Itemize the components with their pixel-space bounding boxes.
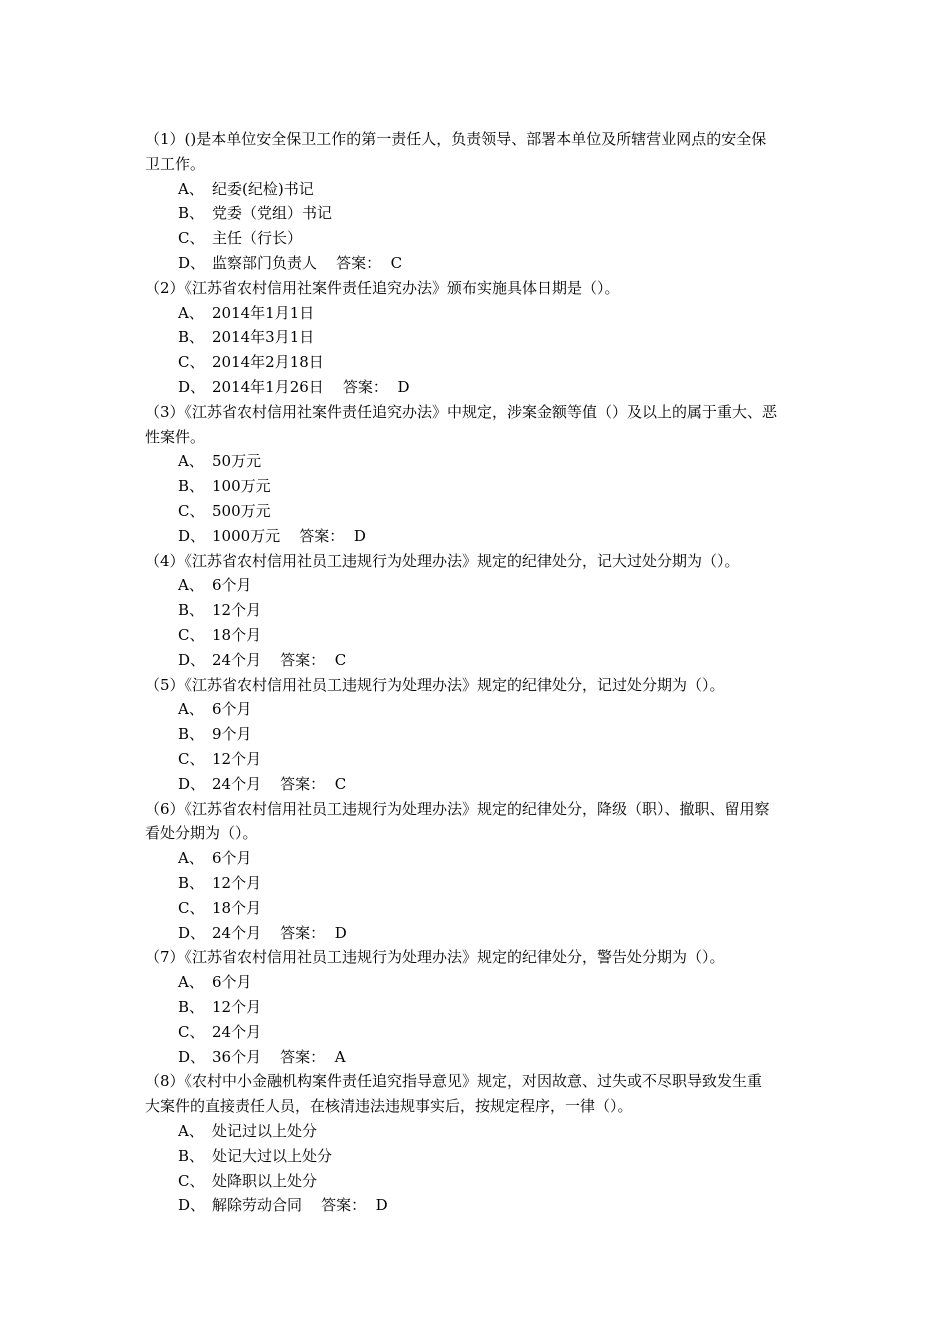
option-line: [0, 228, 950, 248]
question-stem-line: （1）()是本单位安全保卫工作的第一责任人，负责领导、部署本单位及所辖营业网点的安全保: [145, 130, 767, 148]
option-text: 2014年1月26日: [212, 378, 324, 396]
option-text: 9个月: [212, 725, 252, 744]
option-label: C、: [178, 750, 205, 768]
question-stem-line: 看处分期为（）。: [145, 824, 258, 843]
option-label: C、: [178, 353, 205, 372]
answer-label: 答案：: [336, 254, 382, 272]
option-label: C、: [178, 502, 205, 520]
option-text: 24个月: [212, 774, 262, 793]
answer-value: C: [334, 650, 347, 669]
option-line: [0, 625, 950, 645]
option-line: [0, 303, 950, 323]
option-line: [0, 575, 950, 595]
question-stem-line: 大案件的直接责任人员，在核清违法违规事实后，按规定程序，一律（）。: [145, 1097, 633, 1116]
option-line: [0, 1022, 950, 1042]
option-line: [0, 476, 950, 496]
answer-label: 答案：: [280, 1047, 326, 1066]
option-line: [0, 724, 950, 744]
question-stem-line: （3）《江苏省农村信用社案件责任追究办法》中规定，涉案金额等值（）及以上的属于重大、恶: [145, 402, 778, 421]
option-line: [0, 1171, 950, 1191]
option-line: [0, 327, 950, 347]
option-text: 主任（行长）: [212, 229, 303, 248]
option-text: 500万元: [212, 502, 271, 520]
option-label: D、: [178, 923, 206, 942]
option-text: 6个月: [212, 700, 252, 719]
option-text: 2014年3月1日: [212, 328, 315, 347]
question-stem-line: （7）《江苏省农村信用社员工违规行为处理办法》规定的纪律处分，警告处分期为（）。: [145, 948, 725, 967]
option-line: [0, 352, 950, 372]
option-label: C、: [178, 898, 205, 917]
answer-label: 答案：: [280, 923, 326, 942]
option-text: 12个月: [212, 750, 262, 768]
option-text: 24个月: [212, 923, 262, 942]
question-stem-line: （2）《江苏省农村信用社案件责任追究办法》颁布实施具体日期是（）。: [145, 278, 620, 297]
option-label: B、: [178, 874, 205, 892]
option-label: B、: [178, 725, 205, 744]
option-label: B、: [178, 601, 205, 620]
option-line: [0, 1047, 950, 1067]
option-text: 处记大过以上处分: [212, 1146, 333, 1165]
option-label: D、: [178, 650, 206, 669]
option-text: 36个月: [212, 1047, 262, 1066]
option-text: 12个月: [212, 601, 262, 620]
question-stem-line: 卫工作。: [145, 154, 206, 173]
option-text: 处记过以上处分: [212, 1122, 318, 1140]
option-line: [0, 1146, 950, 1166]
option-label: A、: [178, 1122, 204, 1140]
answer-value: D: [397, 378, 410, 396]
option-label: C、: [178, 1022, 205, 1041]
option-line: [0, 873, 950, 893]
option-label: D、: [178, 774, 206, 793]
option-label: D、: [178, 1047, 206, 1066]
option-text: 12个月: [212, 874, 262, 892]
option-line: [0, 997, 950, 1017]
answer-label: 答案：: [280, 650, 326, 669]
answer-label: 答案：: [342, 378, 388, 396]
option-text: 18个月: [212, 898, 262, 917]
answer-label: 答案：: [280, 774, 326, 793]
option-text: 解除劳动合同: [212, 1196, 303, 1215]
option-line: [0, 526, 950, 546]
option-label: C、: [178, 1171, 205, 1190]
option-text: 处降职以上处分: [212, 1171, 318, 1190]
option-text: 18个月: [212, 626, 262, 644]
option-label: A、: [178, 179, 204, 198]
answer-value: D: [375, 1196, 388, 1215]
option-text: 2014年2月18日: [212, 353, 324, 372]
answer-value: A: [334, 1047, 346, 1066]
option-line: [0, 1195, 950, 1215]
question-stem-line: （8）《农村中小金融机构案件责任追究指导意见》规定，对因故意、过失或不尽职导致发生重: [145, 1072, 763, 1091]
option-text: 监察部门负责人: [212, 254, 318, 272]
option-line: [0, 377, 950, 397]
option-label: A、: [178, 849, 204, 868]
option-line: [0, 179, 950, 199]
answer-value: D: [334, 923, 347, 942]
answer-label: 答案：: [299, 526, 345, 545]
option-label: B、: [178, 998, 205, 1016]
option-text: 1000万元: [212, 526, 281, 545]
option-line: [0, 253, 950, 273]
option-text: 50万元: [212, 452, 262, 471]
answer-value: D: [353, 526, 366, 545]
question-stem-line: （5）《江苏省农村信用社员工违规行为处理办法》规定的纪律处分，记过处分期为（）。: [145, 675, 725, 694]
option-line: [0, 972, 950, 992]
option-text: 党委（党组）书记: [212, 204, 333, 223]
option-text: 2014年1月1日: [212, 303, 315, 322]
option-label: D、: [178, 378, 206, 396]
option-label: C、: [178, 229, 205, 248]
option-text: 100万元: [212, 477, 271, 496]
question-stem-line: （4）《江苏省农村信用社员工违规行为处理办法》规定的纪律处分，记大过处分期为（）。: [145, 551, 740, 570]
option-label: A、: [178, 452, 204, 471]
option-line: [0, 203, 950, 223]
question-stem-line: 性案件。: [145, 427, 206, 446]
option-line: [0, 848, 950, 868]
option-label: A、: [178, 303, 204, 322]
option-line: [0, 1121, 950, 1141]
option-label: A、: [178, 700, 204, 719]
option-label: A、: [178, 973, 204, 992]
option-line: [0, 923, 950, 943]
option-text: 24个月: [212, 650, 262, 669]
answer-label: 答案：: [321, 1196, 367, 1215]
option-label: C、: [178, 626, 205, 644]
option-line: [0, 501, 950, 521]
option-label: B、: [178, 328, 205, 347]
option-text: 24个月: [212, 1022, 262, 1041]
option-line: [0, 650, 950, 670]
option-text: 6个月: [212, 973, 252, 992]
option-label: A、: [178, 576, 204, 595]
option-text: 12个月: [212, 998, 262, 1016]
option-label: D、: [178, 1196, 206, 1215]
option-text: 纪委(纪检)书记: [212, 179, 314, 198]
option-line: [0, 749, 950, 769]
option-label: B、: [178, 477, 205, 496]
option-label: B、: [178, 204, 205, 223]
option-label: D、: [178, 254, 206, 272]
question-stem-line: （6）《江苏省农村信用社员工违规行为处理办法》规定的纪律处分，降级（职）、撤职、留用察: [145, 799, 770, 818]
option-line: [0, 898, 950, 918]
option-line: [0, 451, 950, 471]
option-text: 6个月: [212, 576, 252, 595]
answer-value: C: [334, 774, 347, 793]
option-line: [0, 699, 950, 719]
answer-value: C: [390, 254, 403, 272]
option-label: D、: [178, 526, 206, 545]
option-line: [0, 600, 950, 620]
option-label: B、: [178, 1146, 205, 1165]
option-text: 6个月: [212, 849, 252, 868]
option-line: [0, 774, 950, 794]
